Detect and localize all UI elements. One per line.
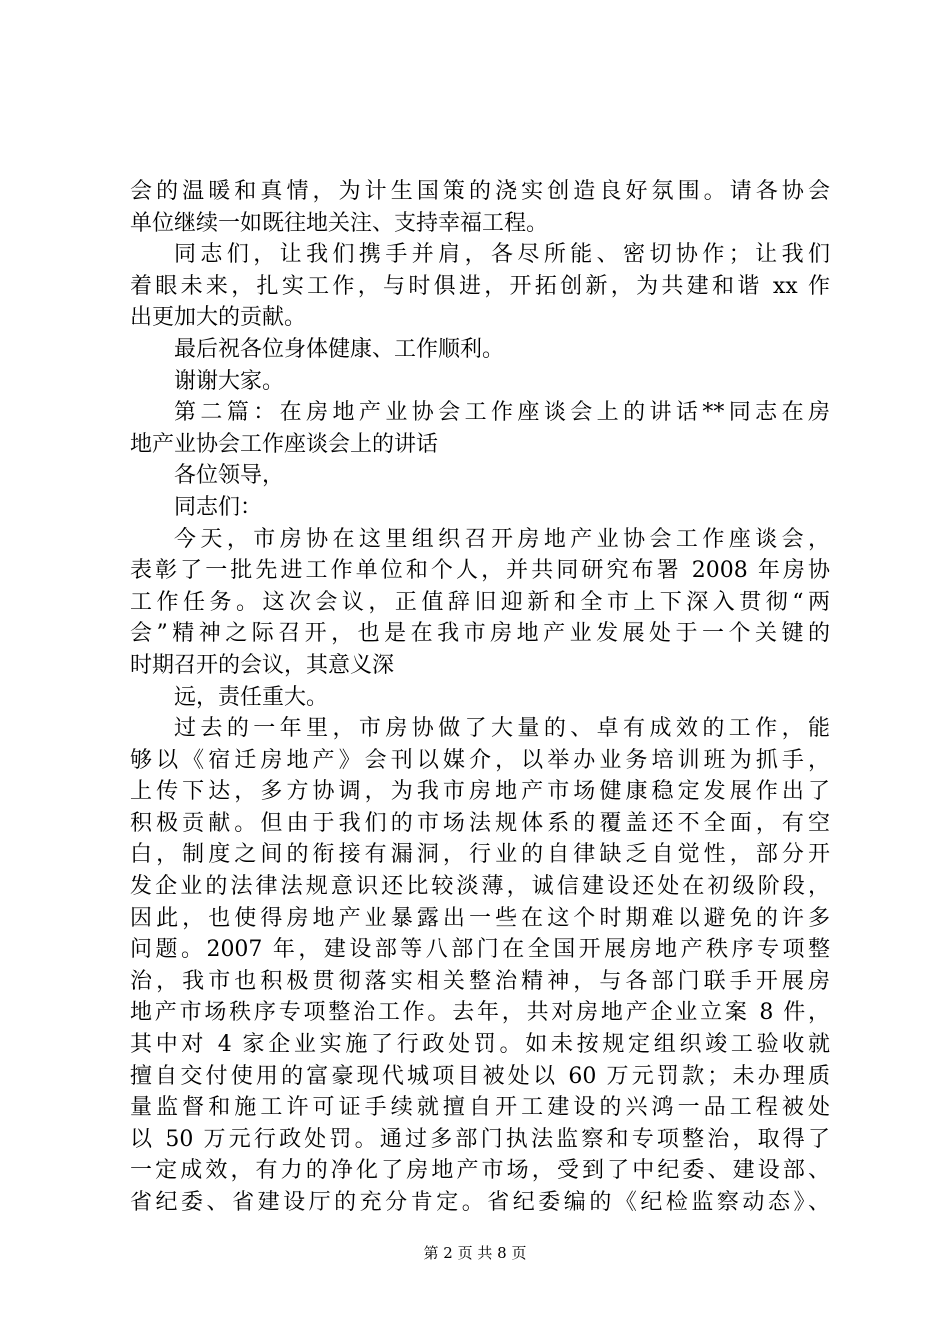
text-line: 积极贡献。但由于我们的市场法规体系的覆盖还不全面，有空: [130, 810, 830, 836]
text-line: 省纪委、省建设厅的充分肯定。省纪委编的《纪检监察动态》、: [130, 1190, 830, 1215]
text-line: 够以《宿迁房地产》会刊以媒介，以举办业务培训班为抓手，: [130, 747, 830, 773]
text-line: 同志们，让我们携手并肩，各尽所能、密切协作；让我们: [174, 242, 830, 268]
salutation-line: 各位领导，: [174, 463, 285, 489]
text-line: 时期召开的会议，其意义深: [130, 652, 395, 678]
page-number-footer: 第 2 页 共 8 页: [423, 1244, 527, 1262]
text-line: 最后祝各位身体健康、工作顺利。: [174, 336, 505, 362]
text-line: 问题。2007 年，建设部等八部门在全国开展房地产秩序专项整: [130, 937, 830, 963]
text-line: 擅自交付使用的富豪现代城项目被处以 60 万元罚款；未办理质: [130, 1063, 830, 1089]
text-line: 着眼未来，扎实工作，与时俱进，开拓创新，为共建和谐 xx 作: [130, 273, 830, 299]
salutation-line: 同志们：: [174, 494, 263, 520]
text-line: 白，制度之间的衔接有漏洞，行业的自律缺乏自觉性，部分开: [130, 842, 830, 868]
text-line: 发企业的法律法规意识还比较淡薄，诚信建设还处在初级阶段，: [130, 874, 830, 900]
text-line: 上传下达，多方协调，为我市房地产市场健康稳定发展作出了: [130, 779, 830, 805]
text-line: 远，责任重大。: [174, 684, 329, 710]
text-line: 以 50 万元行政处罚。通过多部门执法监察和专项整治，取得了: [130, 1126, 830, 1152]
text-line: 单位继续一如既往地关注、支持幸福工程。: [130, 210, 549, 236]
text-line: 表彰了一批先进工作单位和个人，并共同研究布署 2008 年房协: [130, 558, 830, 584]
text-line: 今天，市房协在这里组织召开房地产业协会工作座谈会，: [174, 526, 830, 552]
text-line: 过去的一年里，市房协做了大量的、卓有成效的工作，能: [174, 716, 830, 742]
text-line: 其中对 4 家企业实施了行政处罚。如未按规定组织竣工验收就: [130, 1032, 830, 1058]
body-text: [130, 176, 830, 1219]
text-line: 工作任务。这次会议，正值辞旧迎新和全市上下深入贯彻“两: [130, 589, 830, 615]
text-line: 治，我市也积极贯彻落实相关整治精神，与各部门联手开展房: [130, 968, 830, 994]
text-line: 谢谢大家。: [174, 368, 285, 394]
text-line: 地产市场秩序专项整治工作。去年，共对房地产企业立案 8 件，: [130, 1000, 830, 1026]
section-heading-line: 第二篇：在房地产业协会工作座谈会上的讲话**同志在房: [174, 400, 830, 426]
section-heading-line: 地产业协会工作座谈会上的讲话: [130, 431, 439, 457]
text-line: 会”精神之际召开，也是在我市房地产业发展处于一个关键的: [130, 621, 830, 647]
text-line: 量监督和施工许可证手续就擅自开工建设的兴鸿一品工程被处: [130, 1095, 830, 1121]
text-line: 因此，也使得房地产业暴露出一些在这个时期难以避免的许多: [130, 905, 830, 931]
text-line: 会的温暖和真情，为计生国策的浇实创造良好氛围。请各协会: [130, 179, 830, 204]
text-line: 出更加大的贡献。: [130, 305, 307, 331]
text-line: 一定成效，有力的净化了房地产市场，受到了中纪委、建设部、: [130, 1158, 830, 1184]
